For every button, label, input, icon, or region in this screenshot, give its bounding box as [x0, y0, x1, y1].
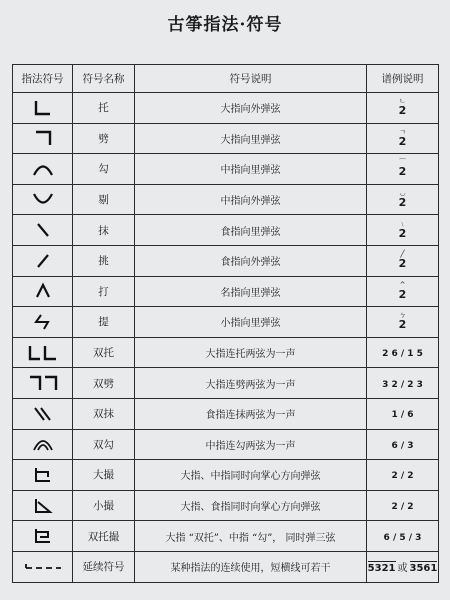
table-row — [13, 490, 439, 521]
row-description: 大指连劈两弦为一声 — [135, 368, 367, 399]
table-row — [13, 429, 439, 460]
table-row — [13, 460, 439, 491]
row-name: 大撮 — [73, 460, 135, 491]
row-name: 双抹 — [73, 398, 135, 429]
row-description: 中指向外弹弦 — [135, 184, 367, 215]
tiao-icon — [32, 252, 54, 270]
xiao-cuo-icon — [32, 497, 54, 515]
row-example: 6 / 3 — [367, 429, 439, 460]
row-name: 延续符号 — [73, 551, 135, 582]
row-description: 中指向里弹弦 — [135, 154, 367, 185]
row-description: 大指、中指同时向掌心方向弹弦 — [135, 460, 367, 491]
da-cuo-icon — [32, 466, 54, 484]
table-row — [13, 184, 439, 215]
table-row — [13, 368, 439, 399]
row-description: 某种指法的连续使用，短横线可若干 — [135, 551, 367, 582]
row-description: 大指向外弹弦 — [135, 93, 367, 124]
row-name: 劈 — [73, 123, 135, 154]
row-description: 食指向外弹弦 — [135, 245, 367, 276]
header-name: 符号名称 — [73, 65, 135, 93]
row-description: 大指、食指同时向掌心方向弹弦 — [135, 490, 367, 521]
tuo-icon — [32, 99, 54, 117]
row-description: 大指向里弹弦 — [135, 123, 367, 154]
shuang-mo-icon — [31, 405, 55, 423]
row-description: 名指向里弹弦 — [135, 276, 367, 307]
row-example: ╱ 2 — [367, 245, 439, 276]
row-name: 双托 — [73, 337, 135, 368]
page-title: 古筝指法·符号 — [167, 15, 283, 35]
row-example: 2 / 2 — [367, 490, 439, 521]
table-row — [13, 307, 439, 338]
table-row — [13, 154, 439, 185]
shuang-tuo-cuo-icon — [32, 527, 54, 545]
ti-little-icon — [32, 313, 54, 331]
row-name: 打 — [73, 276, 135, 307]
row-name: 勾 — [73, 154, 135, 185]
table-row — [13, 276, 439, 307]
row-description: 中指连勾两弦为一声 — [135, 429, 367, 460]
row-example: ㄅ 2 — [367, 307, 439, 338]
row-description: 大指连托两弦为一声 — [135, 337, 367, 368]
row-name: 托 — [73, 93, 135, 124]
row-example: ﹨ 2 — [367, 215, 439, 246]
row-name: 双劈 — [73, 368, 135, 399]
table-row — [13, 551, 439, 582]
table-row — [13, 123, 439, 154]
pi-icon — [32, 129, 54, 147]
da-icon — [32, 282, 54, 300]
row-example: ^ 2 — [367, 276, 439, 307]
row-name: 抹 — [73, 215, 135, 246]
row-description: 大指 “双托”、中指 “勾”， 同时弹三弦 — [135, 521, 367, 552]
shuang-gou-icon — [31, 435, 55, 453]
row-description: 小指向里弹弦 — [135, 307, 367, 338]
header-description: 符号说明 — [135, 65, 367, 93]
row-example: 2 / 2 — [367, 460, 439, 491]
row-description: 食指向里弹弦 — [135, 215, 367, 246]
table-header-row — [13, 65, 439, 93]
row-example: 2 6 / 1 5 — [367, 337, 439, 368]
shuang-pi-icon — [27, 374, 59, 392]
row-name: 小撮 — [73, 490, 135, 521]
row-example: ㄱ 2 — [367, 123, 439, 154]
row-example: 6 / 5 / 3 — [367, 521, 439, 552]
table-row — [13, 215, 439, 246]
gou-icon — [31, 160, 55, 178]
row-name: 剔 — [73, 184, 135, 215]
row-example: 1 / 6 — [367, 398, 439, 429]
header-example: 谱例说明 — [367, 65, 439, 93]
header-symbol: 指法符号 — [13, 65, 73, 93]
shuang-tuo-icon — [27, 344, 59, 362]
row-name: 双托撮 — [73, 521, 135, 552]
row-description: 食指连抹两弦为一声 — [135, 398, 367, 429]
fingering-table — [12, 64, 439, 583]
row-example: ㄴ 2 — [367, 93, 439, 124]
table-row — [13, 398, 439, 429]
extension-icon — [23, 560, 63, 574]
row-example: ⌒ 2 — [367, 154, 439, 185]
row-name: 挑 — [73, 245, 135, 276]
row-example: 3 2 / 2 3 — [367, 368, 439, 399]
row-name: 双勾 — [73, 429, 135, 460]
table-row — [13, 93, 439, 124]
table-row — [13, 521, 439, 552]
row-name: 提 — [73, 307, 135, 338]
row-example: ◡ 2 — [367, 184, 439, 215]
mo-icon — [32, 221, 54, 239]
table-row — [13, 245, 439, 276]
table-row — [13, 337, 439, 368]
ti-middle-icon — [31, 191, 55, 209]
row-example: 5321 或 3561 — [367, 551, 439, 582]
